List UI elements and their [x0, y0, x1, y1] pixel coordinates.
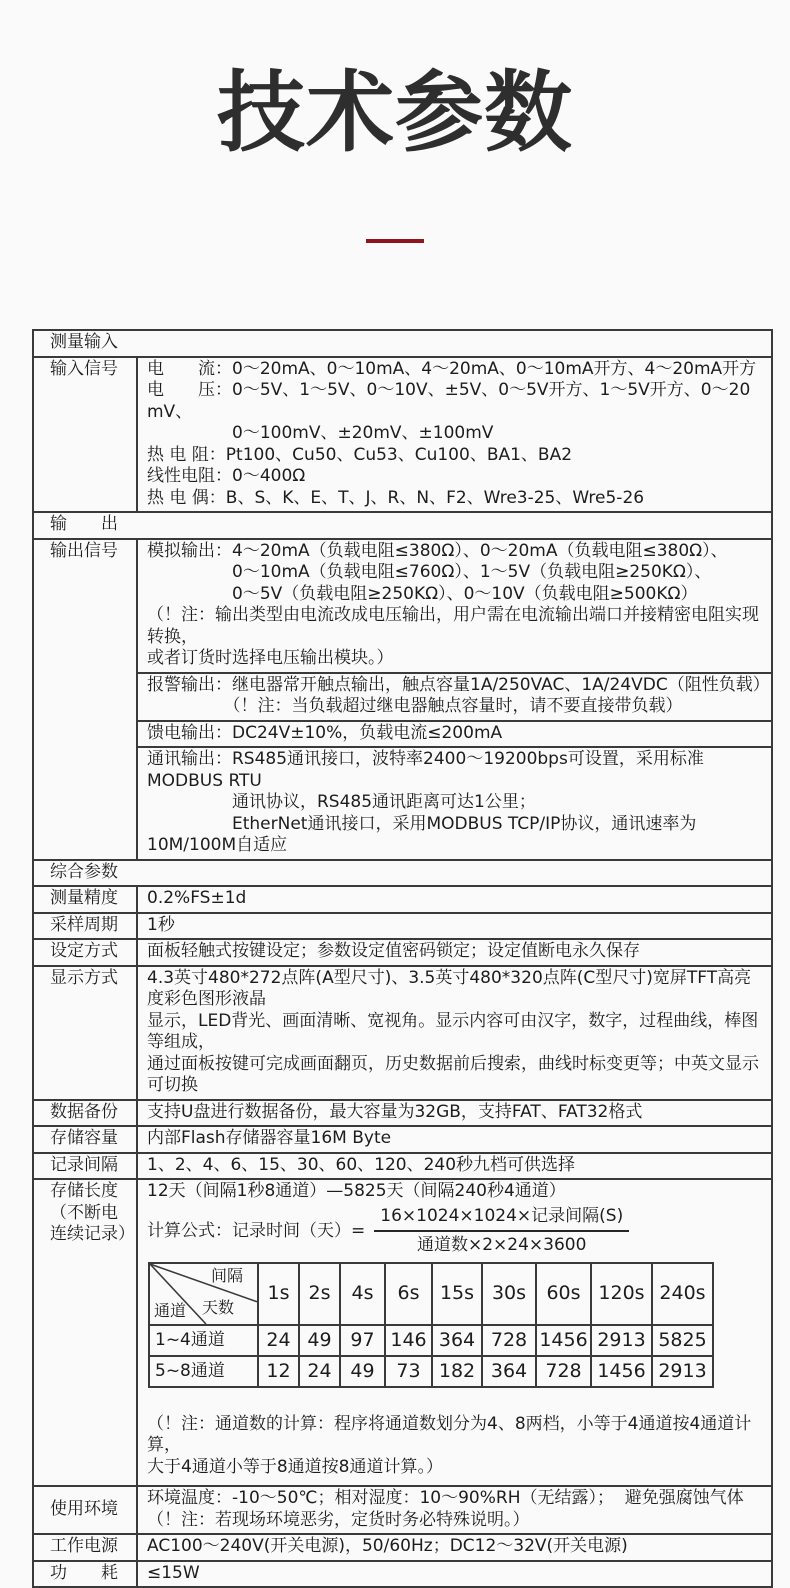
days-value-cell: 146: [385, 1325, 432, 1356]
row-value: 内部Flash存储器容量16M Byte: [147, 1128, 392, 1149]
spec-text-line: 通过面板按键可完成画面翻页，历史数据前后搜索，曲线时标变更等；中英文显示可切换: [147, 1053, 759, 1096]
days-value-cell: 728: [536, 1356, 591, 1387]
row-environment: [34, 1485, 771, 1533]
row-label: 数据备份: [34, 1101, 138, 1126]
row-backup: [34, 1099, 771, 1126]
alarm-output-block: [138, 672, 771, 720]
days-value-cell: 728: [482, 1325, 536, 1356]
interval-header-cell: 60s: [536, 1263, 591, 1325]
matrix-data-row: [149, 1356, 713, 1387]
days-value-cell: 182: [432, 1356, 482, 1387]
comm-output-block: [138, 746, 771, 859]
row-value: 1、2、4、6、15、30、60、120、240秒九档可供选择: [147, 1154, 576, 1175]
days-value-cell: 12: [258, 1356, 299, 1387]
spec-text-line: 模拟输出：4～20mA（负载电阻≤380Ω）、0～20mA（负载电阻≤380Ω）、: [147, 540, 728, 561]
days-value-cell: 24: [299, 1356, 340, 1387]
storage-note: [147, 1414, 765, 1484]
row-value: AC100～240V(开关电源)，50/60Hz；DC12～32V(开关电源): [147, 1536, 628, 1557]
feed-output-block: [138, 720, 771, 747]
row-value: [138, 967, 771, 1099]
row-value: [138, 358, 771, 512]
spec-text-line: 通讯输出：RS485通讯接口，波特率2400～19200bps可设置，采用标准MODBUS RTU: [147, 749, 704, 791]
formula-denominator: 通道数×2×24×3600: [417, 1235, 587, 1256]
row-value: [138, 1180, 771, 1485]
row-record-interval: [34, 1152, 771, 1179]
spec-table: [32, 329, 773, 1588]
row-label: 测量精度: [34, 887, 138, 912]
days-value-cell: 97: [340, 1325, 385, 1356]
storage-formula: [147, 1206, 765, 1257]
row-label: 功 耗: [34, 1562, 138, 1587]
row-value: 面板轻触式按键设定；参数设定值密码锁定；设定值断电永久保存: [147, 941, 640, 962]
storage-days-table: [148, 1262, 714, 1388]
row-value: 支持U盘进行数据备份，最大容量为32GB，支持FAT、FAT32格式: [147, 1101, 643, 1122]
days-value-cell: 364: [482, 1356, 536, 1387]
spec-text-line: 报警输出：继电器常开触点输出，触点容量1A/250VAC、1A/24VDC（阻性负载）: [147, 674, 770, 695]
row-setting: [34, 938, 771, 965]
row-label: 输入信号: [34, 358, 138, 512]
section-row-output: [34, 511, 771, 538]
days-value-cell: 2913: [591, 1325, 652, 1356]
analog-output-block: [138, 540, 771, 672]
interval-header-cell: 2s: [299, 1263, 340, 1325]
spec-text-line: 环境温度：-10～50℃；相对湿度：10～90%RH（无结露）； 避免强腐蚀气体: [147, 1488, 744, 1509]
label-line: 存储长度: [50, 1181, 118, 1202]
row-display: [34, 965, 771, 1099]
matrix-corner-cell: [149, 1263, 258, 1325]
corner-label-channel: 通道: [154, 1300, 187, 1320]
days-value-cell: 49: [340, 1356, 385, 1387]
days-value-cell: 1456: [591, 1356, 652, 1387]
interval-header-cell: 15s: [432, 1263, 482, 1325]
corner-label-interval: 间隔: [210, 1265, 243, 1285]
spec-text-line: 线性电阻：0～400Ω: [147, 466, 306, 487]
title-divider: [366, 239, 424, 243]
spec-text-line: 热 电 偶：B、S、K、E、T、J、R、N、F2、Wre3-25、Wre5-26: [147, 487, 645, 508]
row-input-signal: [34, 356, 771, 512]
interval-header-cell: 4s: [340, 1263, 385, 1325]
formula-numerator: 16×1024×1024×记录间隔(S): [374, 1206, 629, 1233]
section-row-general: [34, 859, 771, 886]
formula-fraction: [374, 1206, 629, 1257]
row-accuracy: [34, 885, 771, 912]
days-value-cell: 24: [258, 1325, 299, 1356]
matrix-data-row: [149, 1325, 713, 1356]
days-value-cell: 364: [432, 1325, 482, 1356]
days-value-cell: 2913: [652, 1356, 713, 1387]
section-header: 输 出: [50, 514, 118, 535]
row-label: 显示方式: [34, 967, 138, 1099]
spec-text-line: 通讯协议，RS485通讯距离可达1公里；: [147, 792, 536, 813]
row-label: 采样周期: [34, 914, 138, 939]
section-header: 测量输入: [50, 332, 118, 353]
label-line: （不断电: [50, 1202, 118, 1223]
row-value: 0.2%FS±1d: [147, 888, 247, 909]
row-label: 设定方式: [34, 940, 138, 965]
days-value-cell: 73: [385, 1356, 432, 1387]
spec-text-line: 显示，LED背光、画面清晰、宽视角。显示内容可由汉字，数字，过程曲线，棒图等组成，: [147, 1010, 759, 1053]
row-value: 1秒: [147, 914, 175, 935]
row-value: [138, 1487, 771, 1533]
row-capacity: [34, 1125, 771, 1152]
row-value: ≤15W: [147, 1562, 200, 1583]
channel-range-label: 5~8通道: [149, 1356, 258, 1387]
interval-header-cell: 1s: [258, 1263, 299, 1325]
formula-prefix: 计算公式：记录时间（天）=: [147, 1220, 366, 1241]
spec-text-line: EtherNet通讯接口，采用MODBUS TCP/IP协议，通讯速率为10M/100M自适应: [147, 813, 697, 856]
interval-header-cell: 120s: [591, 1263, 652, 1325]
spec-text-line: 0～5V（负载电阻≥250KΩ）、0～10V（负载电阻≥500KΩ）: [147, 583, 698, 604]
days-value-cell: 49: [299, 1325, 340, 1356]
spec-text-line: （！注：若现场环境恶劣，定货时务必特殊说明。）: [147, 1509, 530, 1530]
row-value: [138, 540, 771, 859]
spec-text-line: 电 流：0～20mA、0～10mA、4～20mA、0～10mA开方、4～20mA开方: [147, 358, 757, 379]
spec-text-line: （！注：当负载超过继电器触点容量时，请不要直接带负载）: [147, 696, 683, 717]
spec-text-line: 馈电输出：DC24V±10%，负载电流≤200mA: [147, 722, 503, 743]
row-label: 工作电源: [34, 1535, 138, 1560]
spec-text-line: 0～10mA（负载电阻≤760Ω）、1～5V（负载电阻≥250KΩ）、: [147, 562, 712, 583]
row-sampling: [34, 912, 771, 939]
spec-text-line: 电 压：0～5V、1～5V、0～10V、±5V、0～5V开方、1～5V开方、0～20 mV、: [147, 380, 756, 422]
interval-header-cell: 6s: [385, 1263, 432, 1325]
matrix-header-row: [149, 1263, 713, 1325]
corner-label-days: 天数: [202, 1297, 235, 1317]
row-label: 记录间隔: [34, 1154, 138, 1179]
channel-range-label: 1~4通道: [149, 1325, 258, 1356]
section-row-measure-input: [34, 331, 771, 356]
row-consumption: [34, 1560, 771, 1587]
spec-text-line: 热 电 阻：Pt100、Cu50、Cu53、Cu100、BA1、BA2: [147, 444, 573, 465]
spec-text-line: 或者订货时选择电压输出模块。）: [147, 648, 394, 669]
row-label: 存储容量: [34, 1127, 138, 1152]
note-line: 大于4通道小等于8通道按8通道计算。）: [147, 1456, 443, 1477]
interval-header-cell: 240s: [652, 1263, 713, 1325]
label-line: 连续记录）: [50, 1224, 135, 1245]
interval-header-cell: 30s: [482, 1263, 536, 1325]
storage-range: 12天（间隔1秒8通道）—5825天（间隔240秒4通道）: [147, 1181, 566, 1202]
spec-text-line: （！注：输出类型由电流改成电压输出，用户需在电流输出端口并接精密电阻实现转换，: [147, 605, 759, 647]
page-title: 技术参数: [216, 61, 573, 164]
spec-text-line: 4.3英寸480*272点阵(A型尺寸)、3.5英寸480*320点阵(C型尺寸)宽屏TFT高亮度彩色图形液晶: [147, 967, 752, 1010]
row-storage-length: [34, 1178, 771, 1485]
days-value-cell: 5825: [652, 1325, 713, 1356]
row-label: 输出信号: [34, 540, 138, 859]
section-header: 综合参数: [50, 861, 118, 882]
spec-text-line: 0～100mV、±20mV、±100mV: [147, 423, 494, 444]
row-output-signal: [34, 538, 771, 859]
row-label: [34, 1180, 138, 1485]
row-power: [34, 1533, 771, 1560]
days-value-cell: 1456: [536, 1325, 591, 1356]
row-label: 使用环境: [34, 1487, 138, 1533]
note-line: （！注：通道数的计算：程序将通道数划分为4、8两档，小等于4通道按4通道计算，: [147, 1413, 752, 1456]
